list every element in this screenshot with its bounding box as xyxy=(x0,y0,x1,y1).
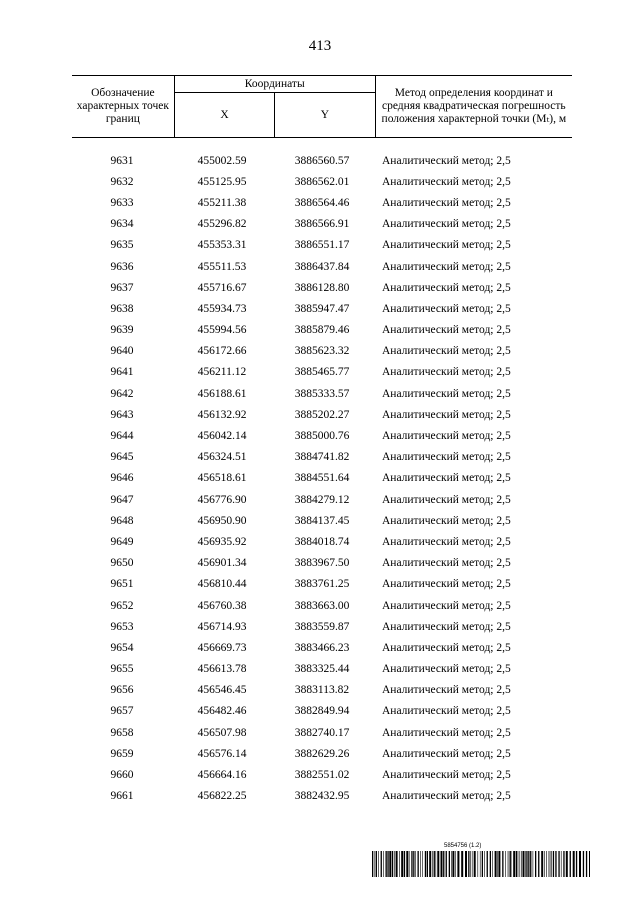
method-cell: Аналитический метод; 2,5 xyxy=(382,514,511,527)
y-coordinate-cell: 3882849.94 xyxy=(294,705,350,718)
method-cell: Аналитический метод; 2,5 xyxy=(382,345,511,358)
table-row xyxy=(72,277,572,298)
method-cell: Аналитический метод; 2,5 xyxy=(382,281,511,294)
x-coordinate-cell: 455125.95 xyxy=(197,175,247,188)
method-cell: Аналитический метод; 2,5 xyxy=(382,408,511,421)
y-coordinate-cell: 3885465.77 xyxy=(294,366,350,379)
table-row xyxy=(72,383,572,404)
method-cell: Аналитический метод; 2,5 xyxy=(382,684,511,697)
point-id-cell: 9655 xyxy=(110,663,134,676)
table-row xyxy=(72,637,572,658)
table-row xyxy=(72,298,572,319)
method-cell: Аналитический метод; 2,5 xyxy=(382,641,511,654)
method-cell: Аналитический метод; 2,5 xyxy=(382,557,511,570)
point-id-cell: 9659 xyxy=(110,747,134,760)
x-coordinate-cell: 456760.38 xyxy=(197,599,247,612)
table-row xyxy=(72,341,572,362)
x-coordinate-cell: 456901.34 xyxy=(197,557,247,570)
point-id-cell: 9653 xyxy=(110,620,134,633)
table-row xyxy=(72,701,572,722)
method-cell: Аналитический метод; 2,5 xyxy=(382,324,511,337)
table-row xyxy=(72,553,572,574)
x-coordinate-cell: 455002.59 xyxy=(197,154,247,167)
y-coordinate-cell: 3884137.45 xyxy=(294,514,350,527)
table-row xyxy=(72,616,572,637)
table-row xyxy=(72,468,572,489)
table-row xyxy=(72,680,572,701)
method-cell: Аналитический метод; 2,5 xyxy=(382,218,511,231)
point-id-cell: 9646 xyxy=(110,472,134,485)
x-coordinate-cell: 456507.98 xyxy=(197,726,247,739)
y-coordinate-cell: 3886128.80 xyxy=(294,281,350,294)
method-cell: Аналитический метод; 2,5 xyxy=(382,154,511,167)
y-coordinate-cell: 3882629.26 xyxy=(294,747,350,760)
table-row xyxy=(72,362,572,383)
point-id-cell: 9657 xyxy=(110,705,134,718)
point-id-cell: 9642 xyxy=(110,387,134,400)
x-coordinate-cell: 456188.61 xyxy=(197,387,247,400)
table-row xyxy=(72,192,572,213)
y-coordinate-cell: 3886551.17 xyxy=(294,239,350,252)
x-coordinate-cell: 455994.56 xyxy=(197,324,247,337)
x-coordinate-cell: 456211.12 xyxy=(197,366,247,379)
y-coordinate-cell: 3885947.47 xyxy=(294,302,350,315)
point-id-cell: 9650 xyxy=(110,557,134,570)
y-coordinate-cell: 3883559.87 xyxy=(294,620,350,633)
point-id-cell: 9640 xyxy=(110,345,134,358)
x-coordinate-cell: 456810.44 xyxy=(197,578,247,591)
point-id-cell: 9649 xyxy=(110,535,134,548)
method-cell: Аналитический метод; 2,5 xyxy=(382,196,511,209)
table-row xyxy=(72,320,572,341)
point-id-cell: 9658 xyxy=(110,726,134,739)
y-coordinate-cell: 3885000.76 xyxy=(294,430,350,443)
table-row xyxy=(72,404,572,425)
x-coordinate-cell: 455716.67 xyxy=(197,281,247,294)
point-id-cell: 9651 xyxy=(110,578,134,591)
x-coordinate-cell: 456950.90 xyxy=(197,514,247,527)
y-coordinate-cell: 3886560.57 xyxy=(294,154,350,167)
point-id-cell: 9638 xyxy=(110,302,134,315)
x-coordinate-cell: 456669.73 xyxy=(197,641,247,654)
point-id-cell: 9652 xyxy=(110,599,134,612)
x-coordinate-cell: 456822.25 xyxy=(197,790,247,803)
table-row xyxy=(72,425,572,446)
point-id-cell: 9633 xyxy=(110,196,134,209)
table-row xyxy=(72,214,572,235)
table-row xyxy=(72,786,572,807)
y-coordinate-cell: 3884279.12 xyxy=(294,493,350,506)
point-id-cell: 9656 xyxy=(110,684,134,697)
method-cell: Аналитический метод; 2,5 xyxy=(382,790,511,803)
point-id-cell: 9643 xyxy=(110,408,134,421)
x-coordinate-cell: 455511.53 xyxy=(197,260,247,273)
point-id-cell: 9660 xyxy=(110,769,134,782)
method-cell: Аналитический метод; 2,5 xyxy=(382,726,511,739)
barcode-label: 5854756 (1.2) xyxy=(444,843,482,849)
x-coordinate-cell: 456482.46 xyxy=(197,705,247,718)
y-coordinate-cell: 3882432.95 xyxy=(294,790,350,803)
y-coordinate-cell: 3886562.01 xyxy=(294,175,350,188)
point-id-cell: 9648 xyxy=(110,514,134,527)
header-x: X xyxy=(174,93,274,138)
y-coordinate-cell: 3886437.84 xyxy=(294,260,350,273)
method-cell: Аналитический метод; 2,5 xyxy=(382,493,511,506)
x-coordinate-cell: 456613.78 xyxy=(197,663,247,676)
point-id-cell: 9634 xyxy=(110,218,134,231)
x-coordinate-cell: 456576.14 xyxy=(197,747,247,760)
header-coordinates: Координаты xyxy=(174,76,375,93)
y-coordinate-cell: 3885333.57 xyxy=(294,387,350,400)
x-coordinate-cell: 456714.93 xyxy=(197,620,247,633)
x-coordinate-cell: 456518.61 xyxy=(197,472,247,485)
point-id-cell: 9636 xyxy=(110,260,134,273)
barcode-image xyxy=(372,851,590,877)
table-row xyxy=(72,489,572,510)
y-coordinate-cell: 3885623.32 xyxy=(294,345,350,358)
y-coordinate-cell: 3884741.82 xyxy=(294,451,350,464)
x-coordinate-cell: 456172.66 xyxy=(197,345,247,358)
method-cell: Аналитический метод; 2,5 xyxy=(382,535,511,548)
header-method: Метод определения координат и средняя квадратическая погрешность положения характерной точки (Mₜ), м xyxy=(375,76,572,138)
method-cell: Аналитический метод; 2,5 xyxy=(382,769,511,782)
table-row xyxy=(72,722,572,743)
method-cell: Аналитический метод; 2,5 xyxy=(382,705,511,718)
table-row xyxy=(72,171,572,192)
point-id-cell: 9632 xyxy=(110,175,134,188)
method-cell: Аналитический метод; 2,5 xyxy=(382,430,511,443)
header-point-designation: Обозначение характерных точек границ xyxy=(72,76,174,138)
method-cell: Аналитический метод; 2,5 xyxy=(382,620,511,633)
y-coordinate-cell: 3885879.46 xyxy=(294,324,350,337)
table-row xyxy=(72,531,572,552)
x-coordinate-cell: 456664.16 xyxy=(197,769,247,782)
method-cell: Аналитический метод; 2,5 xyxy=(382,366,511,379)
page-number: 413 xyxy=(308,38,332,54)
y-coordinate-cell: 3882551.02 xyxy=(294,769,350,782)
table-row xyxy=(72,574,572,595)
point-id-cell: 9647 xyxy=(110,493,134,506)
x-coordinate-cell: 455296.82 xyxy=(197,218,247,231)
table-row xyxy=(72,235,572,256)
table-row xyxy=(72,256,572,277)
method-cell: Аналитический метод; 2,5 xyxy=(382,472,511,485)
x-coordinate-cell: 456546.45 xyxy=(197,684,247,697)
table-row xyxy=(72,743,572,764)
x-coordinate-cell: 456132.92 xyxy=(197,408,247,421)
y-coordinate-cell: 3883761.25 xyxy=(294,578,350,591)
x-coordinate-cell: 456935.92 xyxy=(197,535,247,548)
table-row xyxy=(72,764,572,785)
method-cell: Аналитический метод; 2,5 xyxy=(382,747,511,760)
y-coordinate-cell: 3884018.74 xyxy=(294,535,350,548)
y-coordinate-cell: 3883663.00 xyxy=(294,599,350,612)
method-cell: Аналитический метод; 2,5 xyxy=(382,260,511,273)
x-coordinate-cell: 455934.73 xyxy=(197,302,247,315)
point-id-cell: 9635 xyxy=(110,239,134,252)
y-coordinate-cell: 3883113.82 xyxy=(294,684,350,697)
table-row xyxy=(72,510,572,531)
y-coordinate-cell: 3884551.64 xyxy=(294,472,350,485)
table-row xyxy=(72,150,572,171)
y-coordinate-cell: 3882740.17 xyxy=(294,726,350,739)
method-cell: Аналитический метод; 2,5 xyxy=(382,239,511,252)
x-coordinate-cell: 455353.31 xyxy=(197,239,247,252)
point-id-cell: 9641 xyxy=(110,366,134,379)
method-cell: Аналитический метод; 2,5 xyxy=(382,175,511,188)
method-cell: Аналитический метод; 2,5 xyxy=(382,599,511,612)
method-cell: Аналитический метод; 2,5 xyxy=(382,451,511,464)
method-cell: Аналитический метод; 2,5 xyxy=(382,387,511,400)
table-header xyxy=(72,75,572,138)
table-row xyxy=(72,447,572,468)
point-id-cell: 9645 xyxy=(110,451,134,464)
table-body xyxy=(72,150,572,807)
x-coordinate-cell: 456324.51 xyxy=(197,451,247,464)
method-cell: Аналитический метод; 2,5 xyxy=(382,302,511,315)
header-y: Y xyxy=(275,93,375,138)
y-coordinate-cell: 3883967.50 xyxy=(294,557,350,570)
y-coordinate-cell: 3885202.27 xyxy=(294,408,350,421)
x-coordinate-cell: 455211.38 xyxy=(197,196,247,209)
point-id-cell: 9637 xyxy=(110,281,134,294)
y-coordinate-cell: 3886564.46 xyxy=(294,196,350,209)
y-coordinate-cell: 3883325.44 xyxy=(294,663,350,676)
y-coordinate-cell: 3883466.23 xyxy=(294,641,350,654)
x-coordinate-cell: 456776.90 xyxy=(197,493,247,506)
y-coordinate-cell: 3886566.91 xyxy=(294,218,350,231)
table-row xyxy=(72,595,572,616)
point-id-cell: 9644 xyxy=(110,430,134,443)
point-id-cell: 9631 xyxy=(110,154,134,167)
point-id-cell: 9639 xyxy=(110,324,134,337)
point-id-cell: 9661 xyxy=(110,790,134,803)
x-coordinate-cell: 456042.14 xyxy=(197,430,247,443)
table-row xyxy=(72,659,572,680)
method-cell: Аналитический метод; 2,5 xyxy=(382,578,511,591)
point-id-cell: 9654 xyxy=(110,641,134,654)
method-cell: Аналитический метод; 2,5 xyxy=(382,663,511,676)
